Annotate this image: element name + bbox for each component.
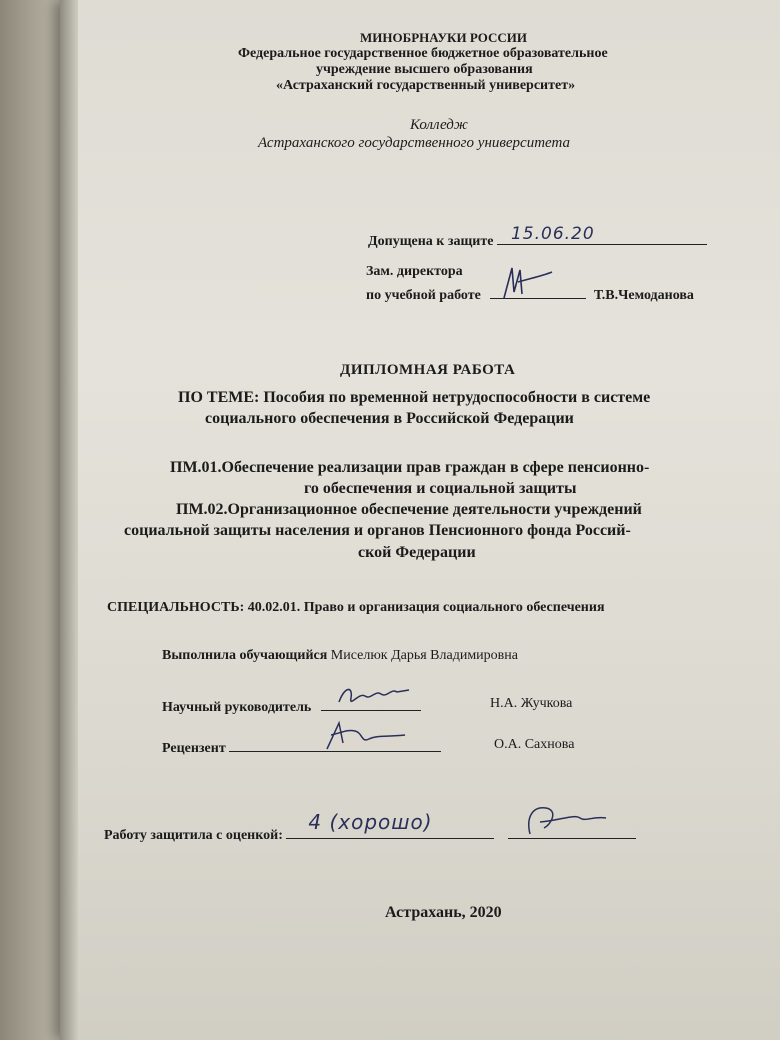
university-name: «Астраханский государственный университет» bbox=[276, 78, 576, 93]
topic-line-2: социального обеспечения в Российской Федерации bbox=[205, 410, 574, 427]
author-row bbox=[162, 648, 518, 664]
ministry-name: МИНОБРНАУКИ РОССИИ bbox=[360, 30, 527, 45]
supervisor-signature-line bbox=[321, 696, 421, 711]
admitted-label: Допущена к защите bbox=[368, 234, 494, 249]
author-label: Выполнила обучающийся bbox=[162, 648, 328, 663]
author-name: Миселюк Дарья Владимировна bbox=[330, 648, 518, 663]
module-2-line-2: социальной защиты населения и органов Пенсионного фонда Россий- bbox=[124, 522, 631, 539]
module-1-line-1: ПМ.01.Обеспечение реализации прав граждан в сфере пенсионно- bbox=[170, 459, 650, 476]
reviewer-name: О.А. Сахнова bbox=[494, 737, 575, 752]
deputy-title-line-1: Зам. директора bbox=[366, 264, 463, 279]
institution-line-2: учреждение высшего образования bbox=[316, 62, 533, 77]
page-fold-shadow bbox=[60, 0, 78, 1040]
admitted-date-line bbox=[497, 224, 707, 245]
institution-line-1: Федеральное государственное бюджетное образовательное bbox=[238, 46, 608, 61]
reviewer-signature-line bbox=[229, 737, 441, 752]
specialty: СПЕЦИАЛЬНОСТЬ: 40.02.01. Право и организация социального обеспечения bbox=[107, 600, 605, 615]
document-title: ДИПЛОМНАЯ РАБОТА bbox=[340, 362, 516, 378]
reviewer-label: Рецензент bbox=[162, 741, 226, 756]
reviewer-signature-image bbox=[321, 719, 411, 753]
supervisor-row bbox=[162, 696, 421, 716]
module-2-line-1: ПМ.02.Организационное обеспечение деятельности учреждений bbox=[176, 501, 642, 518]
module-1-line-2: го обеспечения и социальной защиты bbox=[304, 480, 577, 497]
defense-signature-line bbox=[508, 822, 636, 839]
defense-grade: 4 (хорошо) bbox=[308, 810, 433, 834]
reviewer-row bbox=[162, 737, 441, 757]
defense-grade-line bbox=[286, 810, 494, 839]
admitted-date: 15.06.20 bbox=[510, 224, 595, 244]
deputy-signature-line bbox=[490, 284, 586, 299]
supervisor-signature-image bbox=[335, 682, 415, 712]
topic-line-1: ПО ТЕМЕ: Пособия по временной нетрудоспособности в системе bbox=[178, 389, 651, 406]
admitted-row bbox=[368, 224, 707, 250]
module-2-line-3: ской Федерации bbox=[358, 544, 476, 561]
college-line-1: Колледж bbox=[410, 117, 468, 133]
deputy-row bbox=[366, 284, 694, 304]
deputy-signature-image bbox=[498, 264, 558, 304]
city-year: Астрахань, 2020 bbox=[385, 904, 502, 921]
defense-row bbox=[104, 810, 636, 844]
supervisor-name: Н.А. Жучкова bbox=[490, 696, 573, 711]
supervisor-label: Научный руководитель bbox=[162, 700, 312, 715]
deputy-name: Т.В.Чемоданова bbox=[593, 288, 694, 303]
defense-label: Работу защитила с оценкой: bbox=[104, 828, 283, 843]
defense-signature-image bbox=[522, 800, 612, 840]
document-page bbox=[60, 0, 780, 1040]
college-line-2: Астраханского государственного университета bbox=[258, 135, 571, 151]
deputy-title-line-2: по учебной работе bbox=[366, 288, 481, 303]
